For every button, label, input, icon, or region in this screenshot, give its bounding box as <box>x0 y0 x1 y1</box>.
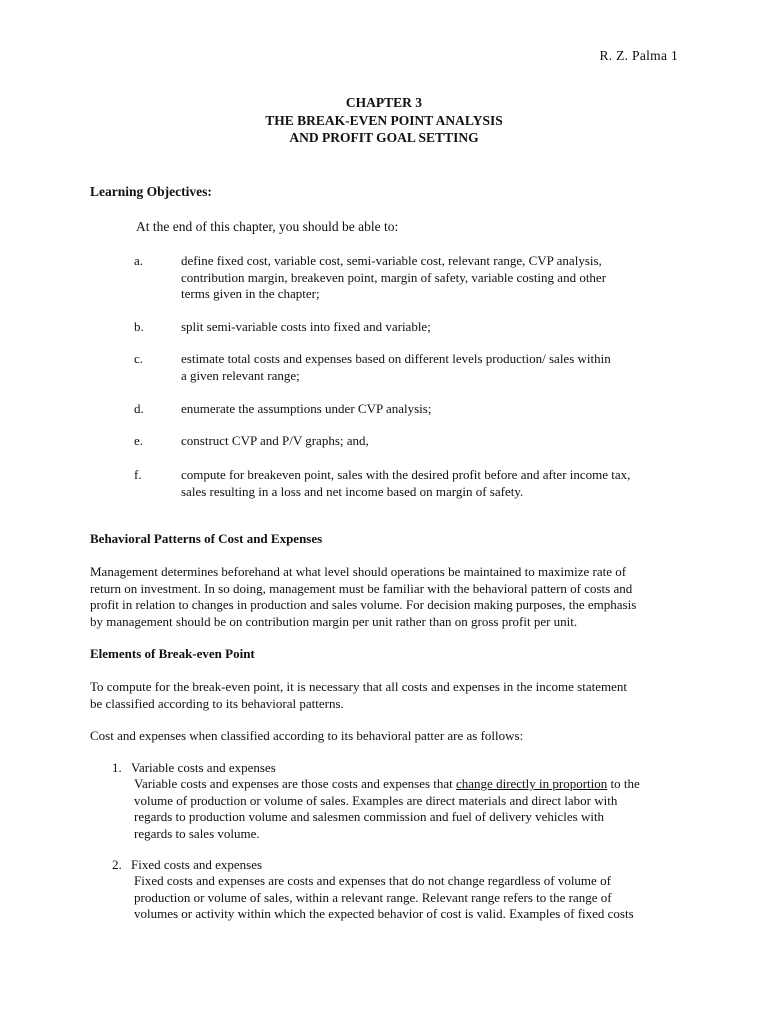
objective-line: define fixed cost, variable cost, semi-variable cost, relevant range, CVP analysis, <box>181 253 602 268</box>
behavioral-patterns-heading: Behavioral Patterns of Cost and Expenses <box>90 531 323 546</box>
objective-line: construct CVP and P/V graphs; and, <box>181 433 369 448</box>
objective-letter-e: e. <box>134 433 144 448</box>
paragraph-line: volumes or activity within which the expected behavior of cost is valid. Examples of fixed costs <box>134 906 634 921</box>
paragraph-line: regards to production volume and salesmen commission and fuel of delivery vehicles with <box>134 809 605 824</box>
text-span: to the <box>607 776 640 791</box>
elements-paragraph <box>90 679 690 712</box>
objective-line: split semi-variable costs into fixed and variable; <box>181 319 431 334</box>
behavioral-patterns-paragraph <box>90 564 690 630</box>
paragraph-line: production or volume of sales, within a relevant range. Relevant range refers to the range of <box>134 889 612 905</box>
objective-line: a given relevant range; <box>181 367 300 383</box>
learning-objectives-heading: Learning Objectives: <box>90 184 212 199</box>
objective-line: contribution margin, breakeven point, margin of safety, variable costing and other <box>181 269 607 285</box>
objective-letter-f: f. <box>134 467 142 482</box>
list-title-fixed-costs: Fixed costs and expenses <box>131 857 263 872</box>
chapter-title-line-2: AND PROFIT GOAL SETTING <box>289 130 479 145</box>
paragraph-line <box>134 776 694 793</box>
objective-item-d <box>181 401 681 418</box>
objective-item-f <box>181 467 681 500</box>
paragraph-line: Management determines beforehand at what level should operations be maintained to maximize rate of <box>90 564 627 579</box>
paragraph-line: be classified according to its behavioral patterns. <box>90 695 344 711</box>
underlined-text: change directly in proportion <box>456 776 608 791</box>
objective-line: terms given in the chapter; <box>181 286 320 301</box>
fixed-costs-description <box>134 873 694 923</box>
chapter-title <box>0 94 768 147</box>
running-head: R. Z. Palma 1 <box>599 48 678 63</box>
text-span: Variable costs and expenses are those costs and expenses that <box>134 776 457 791</box>
paragraph-line: regards to sales volume. <box>134 825 260 841</box>
chapter-title-line-1: THE BREAK-EVEN POINT ANALYSIS <box>265 112 503 128</box>
variable-costs-description <box>134 776 694 842</box>
paragraph-line: profit in relation to changes in production and sales volume. For decision making purposes, the emphasis <box>90 597 637 612</box>
objective-item-a <box>181 253 681 303</box>
objective-line: sales resulting in a loss and net income based on margin of safety. <box>181 483 524 499</box>
classification-intro: Cost and expenses when classified according to its behavioral patter are as follows: <box>90 728 524 743</box>
list-title-variable-costs: Variable costs and expenses <box>131 760 276 775</box>
paragraph-line: volume of production or volume of sales. Examples are direct materials and direct labor with <box>134 792 618 808</box>
objective-item-c <box>181 351 681 384</box>
paragraph-line: Fixed costs and expenses are costs and expenses that do not change regardless of volume of <box>134 873 611 888</box>
objective-item-e <box>181 433 681 450</box>
objective-item-b <box>181 319 681 336</box>
objective-letter-b: b. <box>134 319 144 334</box>
learning-objectives-intro: At the end of this chapter, you should be able to: <box>136 219 399 234</box>
objective-line: estimate total costs and expenses based on different levels production/ sales within <box>181 351 611 366</box>
paragraph-line: by management should be on contribution margin per unit rather than on gross profit per unit. <box>90 613 578 629</box>
list-number-2: 2. <box>112 857 122 872</box>
objective-letter-c: c. <box>134 351 144 366</box>
paragraph-line: To compute for the break-even point, it is necessary that all costs and expenses in the income statement <box>90 679 627 694</box>
list-number-1: 1. <box>112 760 122 775</box>
objective-letter-d: d. <box>134 401 144 416</box>
elements-heading: Elements of Break-even Point <box>90 646 255 661</box>
objective-line: enumerate the assumptions under CVP analysis; <box>181 401 432 416</box>
paragraph-line: return on investment. In so doing, management must be familiar with the behavioral pattern of costs and <box>90 580 633 596</box>
objective-line: compute for breakeven point, sales with the desired profit before and after income tax, <box>181 467 631 482</box>
objective-letter-a: a. <box>134 253 144 268</box>
chapter-number: CHAPTER 3 <box>345 95 423 110</box>
